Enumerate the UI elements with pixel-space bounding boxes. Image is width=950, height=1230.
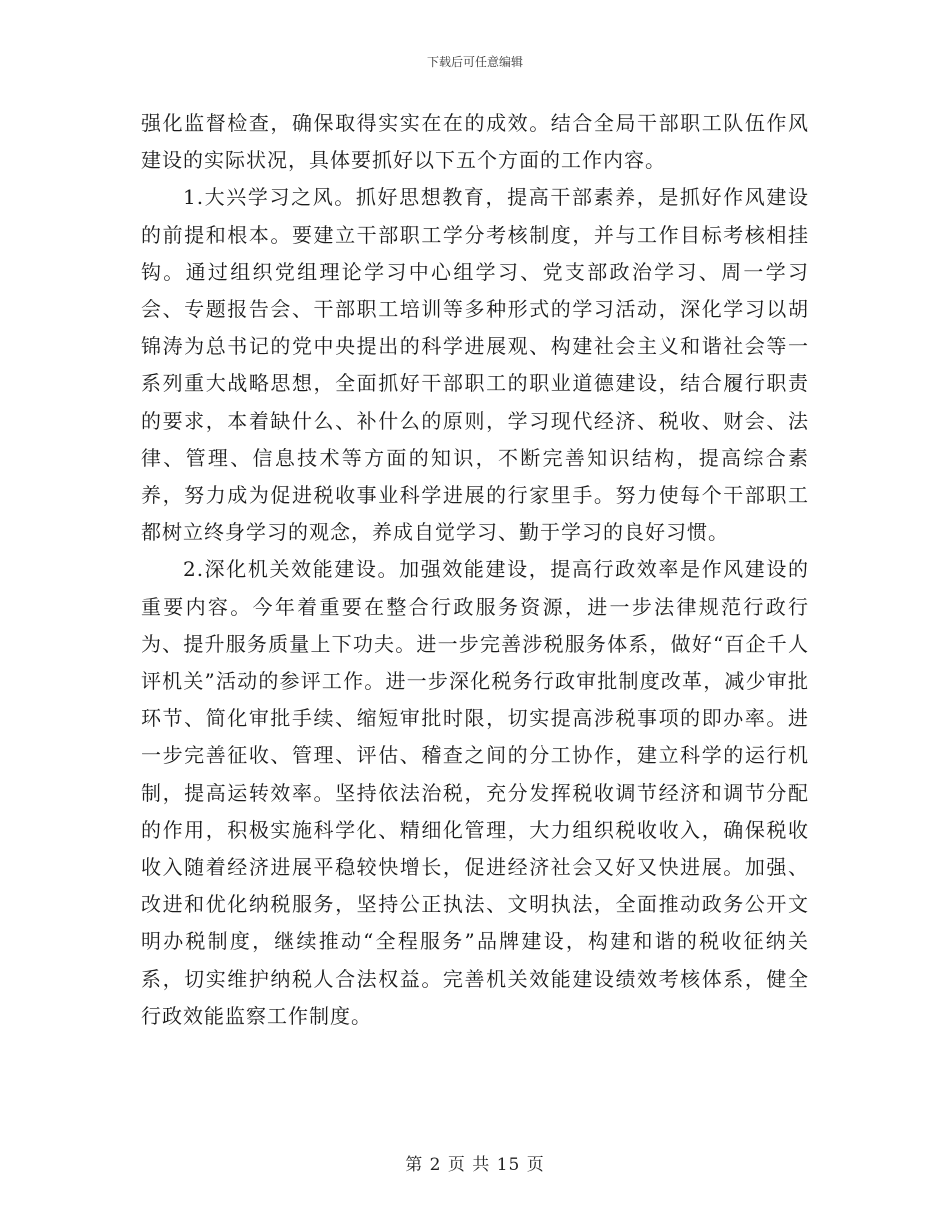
paragraph-study-culture: 1.大兴学习之风。抓好思想教育，提高干部素养，是抓好作风建设的前提和根本。要建立干部职工学分考核制度，并与工作目标考核相挂钩。通过组织党组理论学习中心组学习、党支部政治学习、周一学习会、专题报告会、干部职工培训等多种形式的学习活动，深化学习以胡锦涛为总书记的党中央提出的科学进展观、构建社会主义和谐社会等一系列重大战略思想，全面抓好干部职工的职业道德建设，结合履行职责的要求，本着缺什么、补什么的原则，学习现代经济、税收、财会、法律、管理、信息技术等方面的知识，不断完善知识结构，提高综合素养，努力成为促进税收事业科学进展的行家里手。努力使每个干部职工都树立终身学习的观念，养成自觉学习、勤于学习的良好习惯。 bbox=[141, 185, 809, 545]
page-header-note: 下载后可任意编辑 bbox=[426, 55, 523, 69]
paragraph-continuation: 强化监督检查，确保取得实实在在的成效。结合全局干部职工队伍作风建设的实际状况，具体要抓好以下五个方面的工作内容。 bbox=[141, 111, 809, 173]
page-number: 第 2 页 共 15 页 bbox=[405, 1155, 545, 1175]
paragraph-efficiency-building: 2.深化机关效能建设。加强效能建设，提高行政效率是作风建设的重要内容。今年着重要在整合行政服务资源，进一步法律规范行政行为、提升服务质量上下功夫。进一步完善涉税服务体系，做好“百企千人评机关”活动的参评工作。进一步深化税务行政审批制度改革，减少审批环节、简化审批手续、缩短审批时限，切实提高涉税事项的即办率。进一步完善征收、管理、评估、稽查之间的分工协作，建立科学的运行机制，提高运转效率。坚持依法治税，充分发挥税收调节经济和调节分配的作用，积极实施科学化、精细化管理，大力组织税收收入，确保税收收入随着经济进展平稳较快增长，促进经济社会又好又快进展。加强、改进和优化纳税服务，坚持公正执法、文明执法，全面推动政务公开文明办税制度，继续推动“全程服务”品牌建设，构建和谐的税收征纳关系，切实维护纳税人合法权益。完善机关效能建设绩效考核体系，健全行政效能监察工作制度。 bbox=[141, 557, 809, 1028]
body-text bbox=[141, 105, 809, 1035]
